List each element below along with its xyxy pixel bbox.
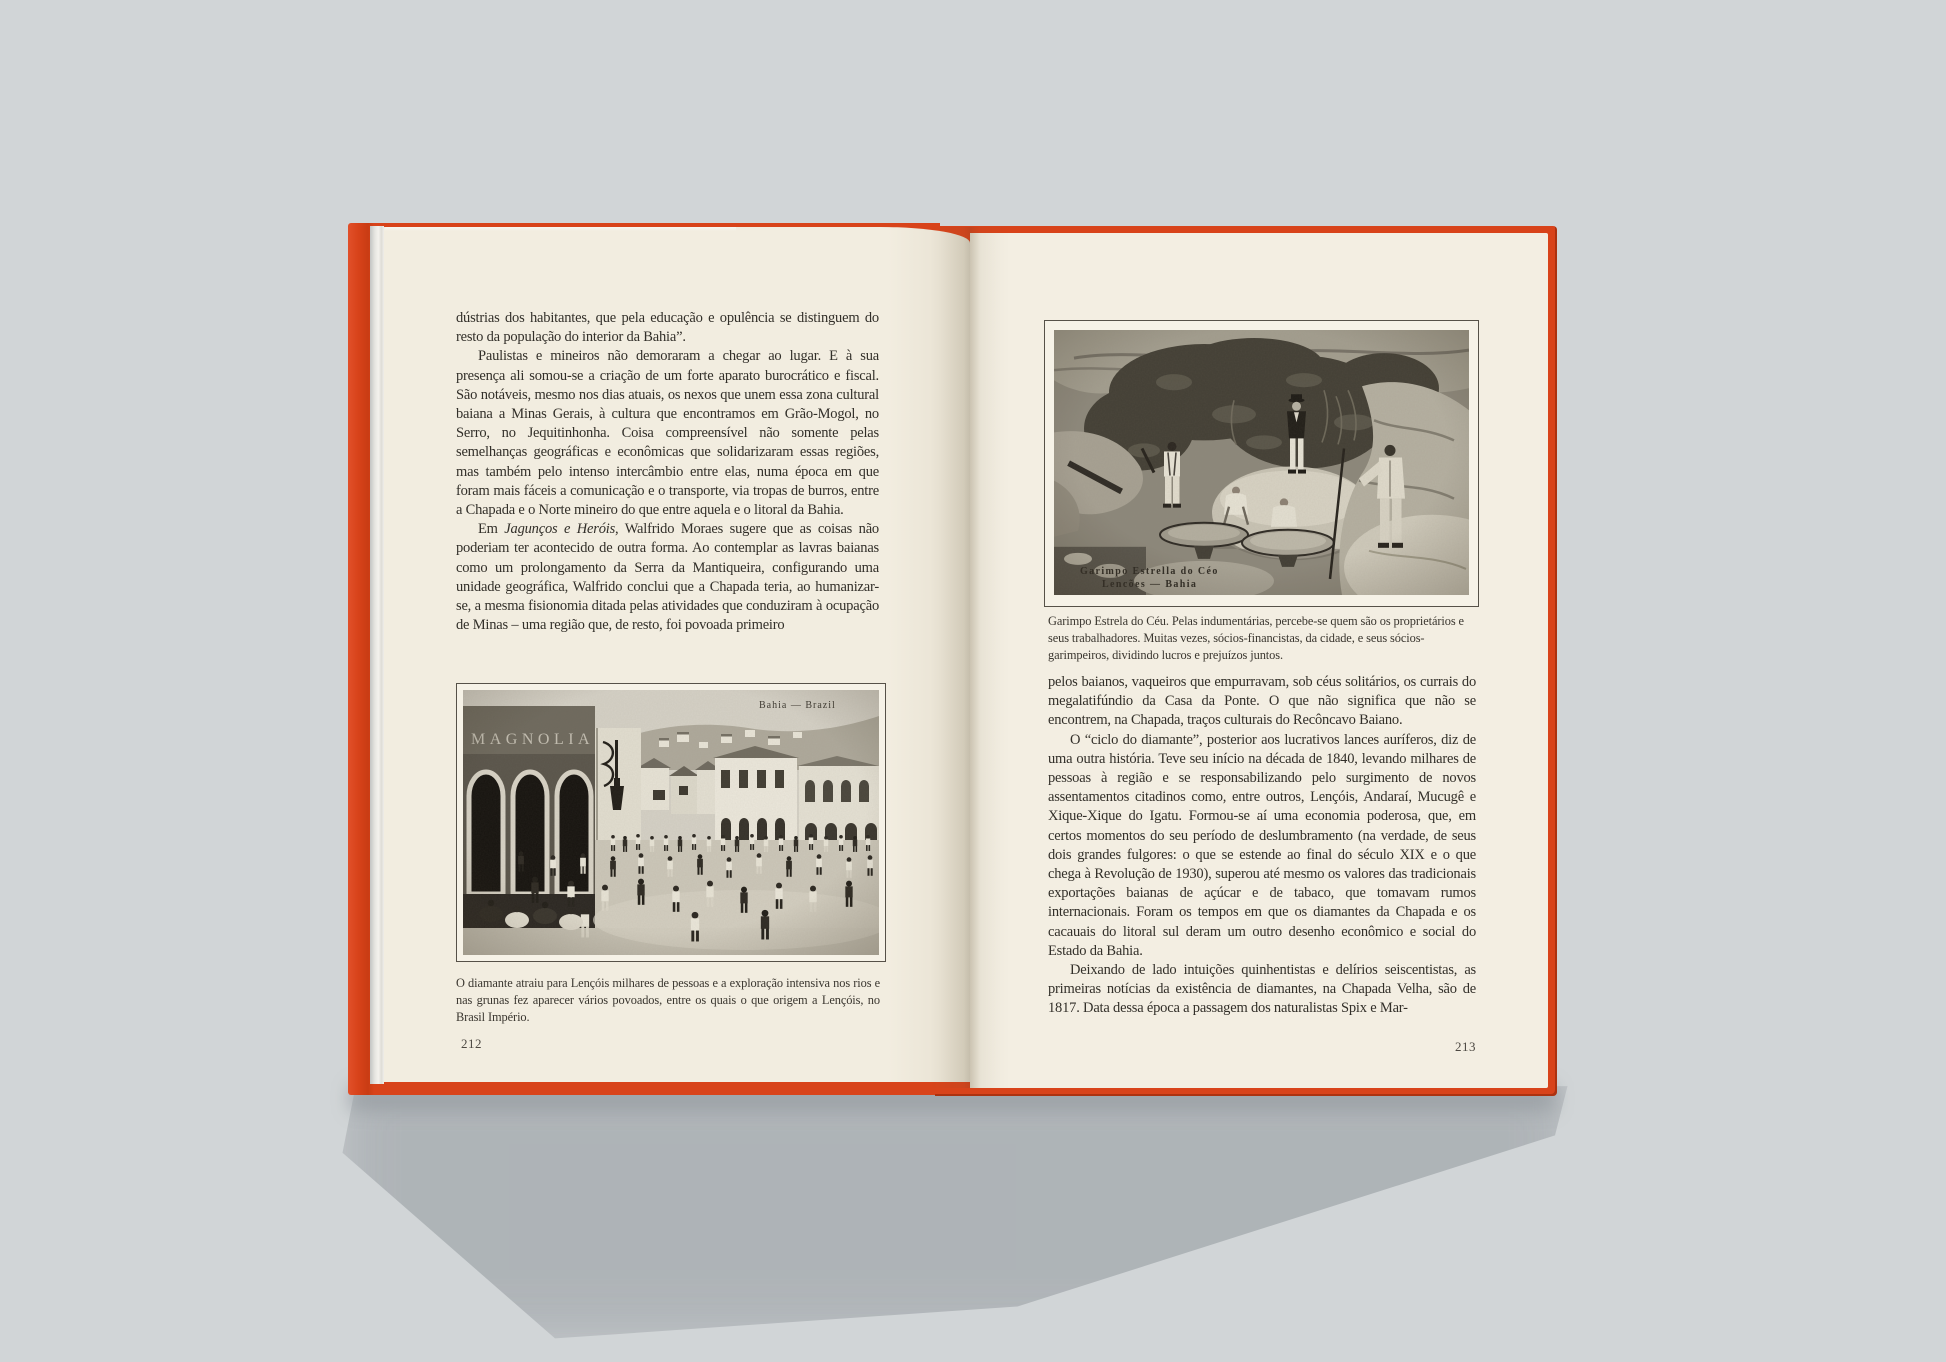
page-number-right: 213 <box>1455 1039 1476 1054</box>
paragraph-text: Em <box>478 521 505 538</box>
left-page <box>384 227 970 1082</box>
left-page-text <box>456 309 879 635</box>
paragraph: dústrias dos habitantes, que pela educação e opulência se distinguem do resto da população do interior da Bahia”. <box>456 310 879 346</box>
paragraph: Deixando de lado intuições quinhentistas e delírios seiscentistas, as primeiras notícias da existência de diamantes, na Chapada Velha, são de 1817. Data dessa época a passagem dos naturalistas Spix e Mar- <box>1048 962 1476 1017</box>
paragraph: Paulistas e mineiros não demoraram a chegar ao lugar. E à sua presença ali somou-se a criação de um forte aparato burocrático e fiscal. São notáveis, mesmo nos dias atuais, os nexos que unem essa zona cultural baiana a Minas Gerais, à cultura que encontramos em Grão-Mogol, no Serro, no Jequitinhonha. Coisa compreensível não somente pelas semelhanças geográficas e econômicas que solidarizaram essas regiões, mas também pelo intenso intercâmbio entre elas, numa época em que foram mais fáceis a comunicação e o transporte, via tropas de burros, entre a Chapada e o Norte mineiro do que entre aquela e o litoral da Bahia. <box>456 348 879 519</box>
right-page-photo <box>1044 320 1479 607</box>
paragraph: pelos baianos, vaqueiros que empurravam, sob céus solitários, os currais do megalatifúndio da Casa da Ponte. O que não significa que não se encontrem, na Chapada, traços culturais do Recôncavo Baiano. <box>1048 674 1476 729</box>
street-scene-photo <box>463 690 879 955</box>
paragraph: O “ciclo do diamante”, posterior aos lucrativos lances auríferos, diz de uma outra história. Teve seu início na década de 1840, levando milhares de pessoas à região e se responsabilizando pelo surgimento de novos assentamentos citadinos como, entre outros, Lençóis, Andaraí, Mucugê e Xique-Xique do Igatu. Formou-se aí uma economia poderosa, que, em certos momentos do seu período de deslumbramento (na verdade, de seus dois grandes fulgores: o que se estende ao final do século XIX e o que chega à Revolução de 1930), superou até mesmo os valores das tradicionais exportações baianas de açúcar e de tabaco, que tomavam rumos internacionais. Foram os tempos em que os diamantes da Chapada e os cacauais do litoral sul deram um outro desenho econômico e social do Estado da Bahia. <box>1048 731 1476 959</box>
left-page-photo <box>456 683 886 962</box>
paragraph-text: , Walfrido Moraes sugere que as coisas não poderiam ter acontecido de outra forma. Ao contemplar as lavras baianas como um prolongamento da Serra da Mantiqueira, configurando uma unidade geográfica, Walfrido conclui que a Chapada teria, ao humanizar-se, a mesma fisionomia ditada pelas atividades que conduziram à ocupação de Minas – uma região que, de resto, foi povoada primeiro <box>456 521 879 634</box>
right-page <box>970 233 1548 1088</box>
page-fore-edge <box>370 226 384 1084</box>
book-title-italic: Jagunços e Heróis <box>504 521 616 538</box>
page-number-left: 212 <box>461 1036 482 1051</box>
right-page-text <box>1048 673 1476 1019</box>
mining-camp-photo <box>1054 330 1469 595</box>
right-photo-caption: Garimpo Estrela do Céu. Pelas indumentárias, percebe-se quem são os proprietários e seus trabalhadores. Muitas vezes, sócios-financistas, da cidade, e seus sócios-garimpeiros, dividindo lucros e prejuízos juntos. <box>1048 614 1464 662</box>
paragraph <box>456 520 879 635</box>
left-photo-caption: O diamante atraiu para Lençóis milhares de pessoas e a exploração intensiva nos rios e nas grunas fez aparecer vários povoados, entre os quais o que origem a Lençóis, no Brasil Império. <box>456 976 880 1024</box>
